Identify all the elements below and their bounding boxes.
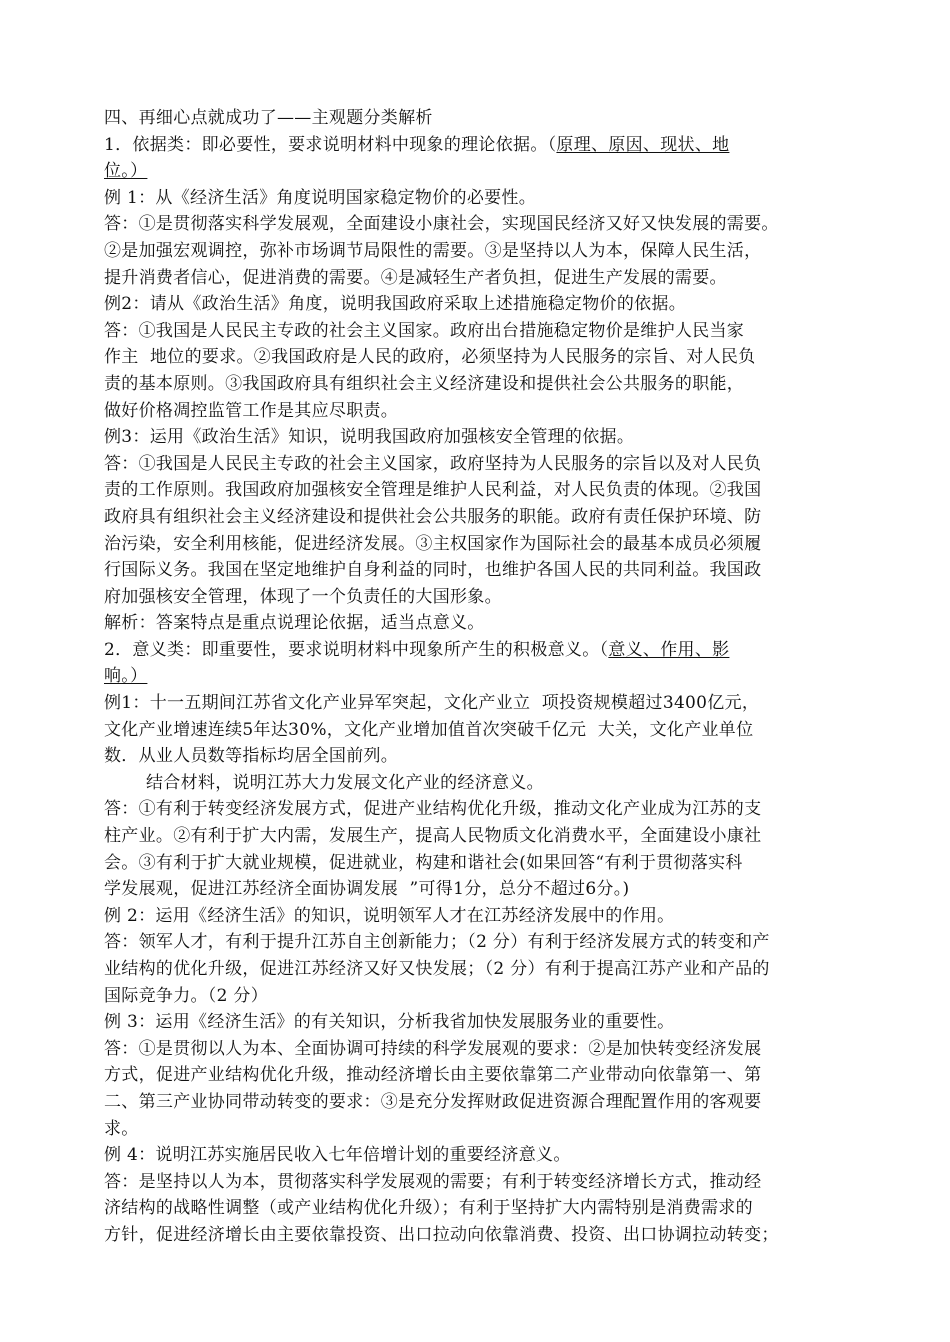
s2-example2-answer-line: 业结构的优化升级，促进江苏经济又好又快发展；（2 分）有利于提高江苏产业和产品的 [104, 959, 770, 979]
example3-answer-line: 行国际义务。我国在坚定地维护自身利益的同时，也维护各国人民的共同利益。我国政 [104, 560, 762, 581]
example1-answer-line: ②是加强宏观调控，弥补市场调节局限性的需要。③是坚持以人为本，保障人民生活， [104, 240, 762, 261]
document-page [104, 105, 864, 1249]
section1-title [104, 132, 864, 159]
example1-answer-line: 提升消费者信心，促进消费的需要。④是减轻生产者负担，促进生产发展的需要。 [104, 267, 727, 288]
example3-answer-line: 答：①我国是人民民主专政的社会主义国家，政府坚持为人民服务的宗旨以及对人民负 [104, 453, 762, 474]
example2-answer-line: 做好价格凋控监管工作是其应尽职责。 [104, 400, 399, 421]
example3-answer-line: 府加强核安全管理，体现了一个负责任的大国形象。 [104, 586, 502, 607]
example1-answer-line: 答：①是贯彻落实科学发展观，全面建设小康社会，实现国民经济又好又快发展的需要。 [104, 214, 779, 235]
s2-example4-answer-line: 方针，促进经济增长由主要依靠投资、出口拉动向依靠消费、投资、出口协调拉动转变； [104, 1224, 779, 1245]
example3-title: 例3：运用《政治生活》知识，说明我国政府加强核安全管理的依据。 [104, 427, 635, 448]
section2-keywords-cont: 响。） [104, 666, 148, 687]
section1-keywords: 原理、原因、现状、地 [556, 134, 730, 155]
s2-example1-text: 例1：十一五期间江苏省文化产业异军突起，文化产业立 项投资规模超过3400亿元， [104, 693, 760, 714]
s2-example1-answer-line: 柱产业。②有利于扩大内需，发展生产，提高人民物质文化消费水平，全面建设小康社 [104, 826, 762, 847]
s2-example3-answer-line: 方式，促进产业结构优化升级，推动经济增长由主要依靠第二产业带动向依靠第一、第 [104, 1065, 762, 1086]
s2-example3-answer-line: 答：①是贯彻以人为本、全面协调可持续的科学发展观的要求：②是加快转变经济发展 [104, 1038, 762, 1059]
s2-example1-question: 结合材料，说明江苏大力发展文化产业的经济意义。 [146, 772, 544, 793]
section2-keywords: 意义、作用、影 [608, 639, 730, 660]
analysis-note: 解析：答案特点是重点说理论依据，适当点意义。 [104, 613, 485, 634]
section1-title-text: 1．依据类：即必要性，要求说明材料中现象的理论依据。（ [104, 134, 557, 155]
s2-example4-answer-line: 济结构的战略性调整（或产业结构优化升级）；有利于坚持扩大内需特别是消费需求的 [104, 1198, 753, 1219]
section2-title-cont [104, 663, 864, 690]
section2-title-text: 2．意义类：即重要性，要求说明材料中现象所产生的积极意义。（ [104, 639, 609, 660]
example3-answer-line: 治污染，安全利用核能，促进经济发展。③主权国家作为国际社会的最基本成员必须履 [104, 533, 762, 554]
s2-example3-answer-line: 求。 [104, 1118, 139, 1139]
example2-answer-line: 作主 地位的要求。②我国政府是人民的政府，必须坚持为人民服务的宗旨、对人民负 [104, 347, 756, 368]
s2-example1-text: 文化产业增速连续5年达30%，文化产业增加值首次突破千亿元 大关，文化产业单位 [104, 719, 754, 740]
s2-example1-answer-line: 答：①有利于转变经济发展方式，促进产业结构优化升级，推动文化产业成为江苏的支 [104, 799, 762, 820]
example2-answer-line: 责的基本原则。③我国政府具有组织社会主义经济建设和提供社会公共服务的职能， [104, 373, 745, 394]
s2-example1-text: 数．从业人员数等指标均居全国前列。 [104, 746, 399, 767]
s2-example2-answer-line: 答：领军人才，有利于提升江苏自主创新能力；（2 分）有利于经济发展方式的转变和产 [104, 932, 770, 953]
s2-example4-answer-line: 答：是坚持以人为本，贯彻落实科学发展观的需要；有利于转变经济增长方式，推动经 [104, 1171, 762, 1192]
example1-title: 例 1：从《经济生活》角度说明国家稳定物价的必要性。 [104, 187, 537, 208]
example2-answer-line: 答：①我国是人民民主专政的社会主义国家。政府出台措施稳定物价是维护人民当家 [104, 320, 745, 341]
section2-title [104, 637, 864, 664]
s2-example1-answer-line: 会。③有利于扩大就业规模，促进就业，构建和谐社会(如果回答“有利于贯彻落实科 [104, 852, 743, 873]
example2-title: 例2：请从《政治生活》角度，说明我国政府采取上述措施稳定物价的依据。 [104, 294, 687, 315]
s2-example3-title: 例 3：运用《经济生活》的有关知识，分析我省加快发展服务业的重要性。 [104, 1012, 675, 1033]
section1-keywords-cont: 位。） [104, 161, 148, 182]
section-heading: 四、再细心点就成功了——主观题分类解析 [104, 108, 433, 128]
s2-example2-answer-line: 国际竞争力。（2 分） [104, 985, 269, 1006]
section1-title-cont [104, 158, 864, 185]
s2-example4-title: 例 4：说明江苏实施居民收入七年倍增计划的重要经济意义。 [104, 1145, 571, 1166]
example3-answer-line: 政府具有组织社会主义经济建设和提供社会公共服务的职能。政府有责任保护环境、防 [104, 506, 762, 527]
example3-answer-line: 责的工作原则。我国政府加强核安全管理是维护人民利益，对人民负责的体现。②我国 [104, 480, 762, 501]
s2-example3-answer-line: 二、第三产业协同带动转变的要求：③是充分发挥财政促进资源合理配置作用的客观要 [104, 1091, 762, 1112]
s2-example2-title: 例 2：运用《经济生活》的知识，说明领军人才在江苏经济发展中的作用。 [104, 905, 675, 926]
s2-example1-answer-line: 学发展观，促进江苏经济全面协调发展 ”可得1分，总分不超过6分。) [104, 879, 630, 900]
